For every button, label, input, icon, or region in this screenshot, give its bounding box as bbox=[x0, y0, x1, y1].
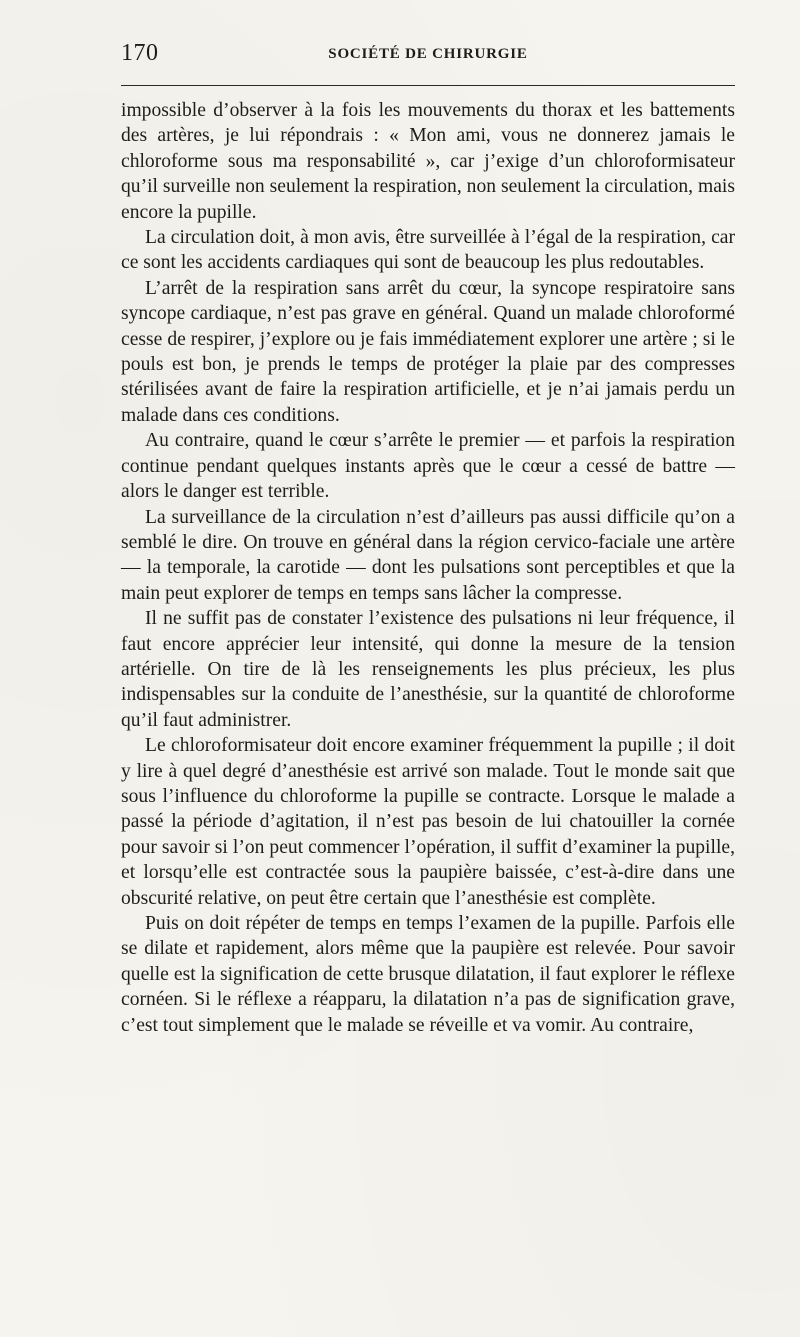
page-header bbox=[121, 38, 735, 78]
paragraph: Puis on doit répéter de temps en temps l’examen de la pupille. Parfois elle se dilate et rapidement, alors même que la paupière est relevée. Pour savoir quelle est la signification de cette brusque dilatation, il faut explorer le réflexe cornéen. Si le réflexe a réapparu, la dilatation n’a pas de signification grave, c’est tout simplement que le malade se réveille et va vomir. Au contraire, bbox=[121, 913, 735, 1036]
paragraph: impossible d’observer à la fois les mouvements du thorax et les battements des artères, je lui répondrais : « Mon ami, vous ne donnerez jamais le chloroforme sous ma responsabilité », car j’exige d’un chloroformisateur qu’il surveille non seulement la respiration, non seulement la circulation, mais encore la pupille. bbox=[121, 100, 735, 223]
paragraph: La surveillance de la circulation n’est d’ailleurs pas aussi difficile qu’on a semblé le dire. On trouve en général dans la région cervico-faciale une artère — la temporale, la carotide — dont les pulsations sont perceptibles et que la main peut explorer de temps en temps sans lâcher la compresse. bbox=[121, 506, 735, 604]
paragraph: La circulation doit, à mon avis, être surveillée à l’égal de la respiration, car ce sont les accidents cardiaques qui sont de beaucoup les plus redoutables. bbox=[121, 227, 735, 274]
header-rule bbox=[121, 85, 735, 86]
paragraph: Au contraire, quand le cœur s’arrête le premier — et parfois la respiration continue pendant quelques instants après que le cœur a cessé de battre — alors le danger est terrible. bbox=[121, 430, 735, 503]
paragraph: L’arrêt de la respiration sans arrêt du cœur, la syncope respiratoire sans syncope cardiaque, n’est pas grave en général. Quand un malade chloroformé cesse de respirer, j’explore ou je fais immédiatement explorer une artère ; si le pouls est bon, je prends le temps de protéger la plaie par des compresses stérilisées avant de faire la respiration artificielle, et je n’ai jamais perdu un malade dans ces conditions. bbox=[121, 277, 735, 426]
page-number: 170 bbox=[121, 40, 159, 66]
paragraph: Le chloroformisateur doit encore examiner fréquemment la pupille ; il doit y lire à quel degré d’anesthésie est arrivé son malade. Tout le monde sait que sous l’influence du chloroforme la pupille se contracte. Lorsque le malade a passé la période d’agitation, il n’est pas besoin de lui chatouiller la cornée pour savoir si l’on peut commencer l’opération, il suffit d’examiner la pupille, et lorsqu’elle est contractée sous la paupière baissée, c’est-à-dire dans une obscurité relative, on peut être certain que l’anesthésie est complète. bbox=[121, 735, 735, 909]
running-title: SOCIÉTÉ DE CHIRURGIE bbox=[328, 46, 528, 62]
paragraph: Il ne suffit pas de constater l’existence des pulsations ni leur fréquence, il faut encore apprécier leur intensité, qui donne la mesure de la tension artérielle. On tire de là les renseignements les plus précieux, les plus indispensables sur la conduite de l’anesthésie, sur la quantité de chloroforme qu’il faut administrer. bbox=[121, 608, 735, 731]
body-text bbox=[121, 98, 735, 1038]
